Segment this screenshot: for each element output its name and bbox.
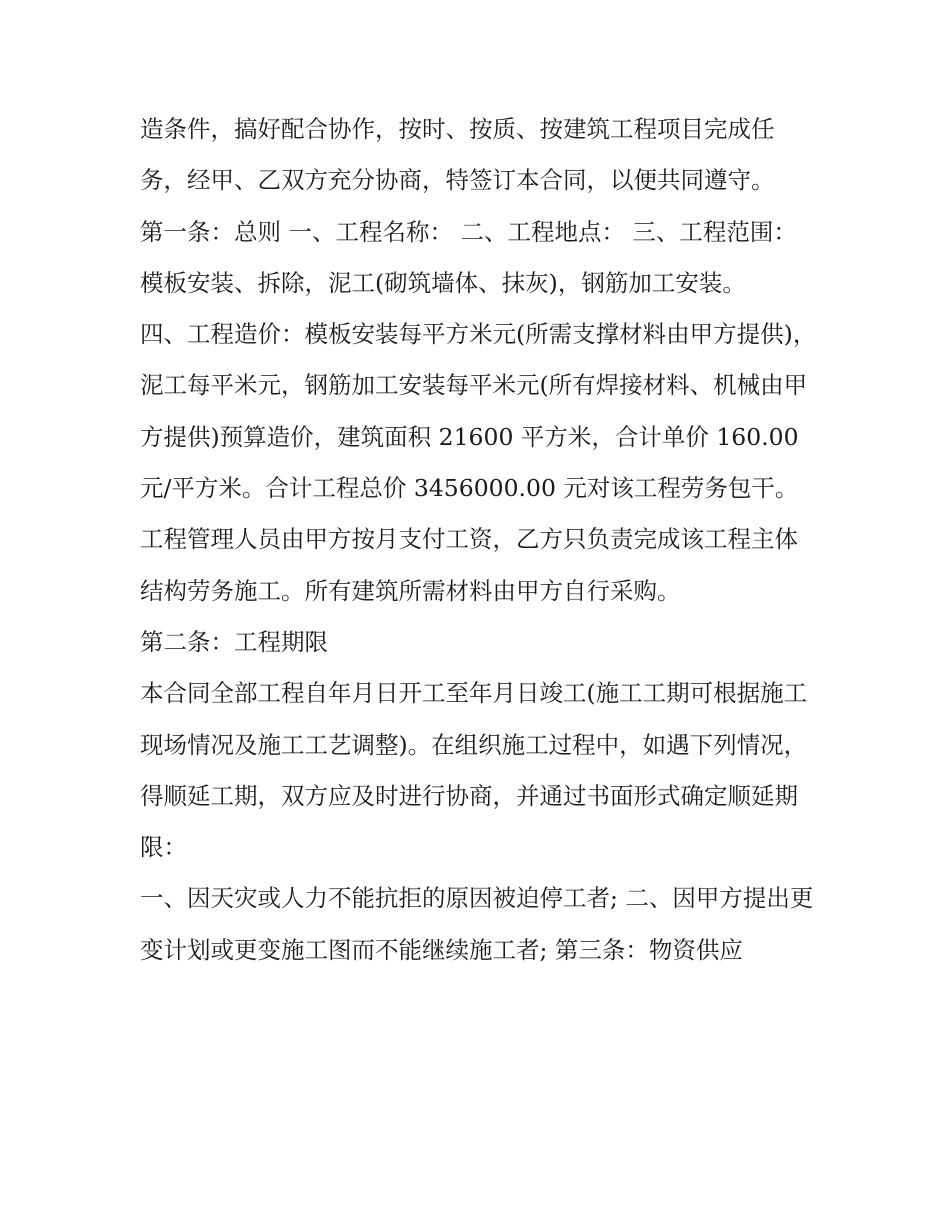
paragraph-intro: 造条件，搞好配合协作，按时、按质、按建筑工程项目完成任务，经甲、乙双方充分协商，特签订本合同，以便共同遵守。 bbox=[140, 115, 775, 195]
paragraph-project-cost: 四、工程造价：模板安装每平方米元(所需支撑材料由甲方提供)，泥工每平米元，钢筋加工安装每平米元(所有焊接材料、机械由甲方提供)预算造价，建筑面积 21600 平方米，合计单价 160.00 元/平方米。合计工程总价 3456000.00 元对该工程劳务包干。工程管理人员由甲方按月支付工资，乙方只负责完成该工程主体结构劳务施工。所有建筑所需材料由甲方自行采购。 bbox=[140, 320, 817, 605]
paragraph-article-1-general: 第一条：总则 一、工程名称： 二、工程地点： 三、工程范围：模板安装、拆除，泥工(砌筑墙体、抹灰)，钢筋加工安装。 bbox=[140, 217, 797, 297]
paragraph-schedule: 本合同全部工程自年月日开工至年月日竣工(施工工期可根据施工现场情况及施工工艺调整)。在组织施工过程中，如遇下列情况，得顺延工期，双方应及时进行协商，并通过书面形式确定顺延期限： bbox=[140, 679, 808, 862]
document-page bbox=[140, 104, 820, 976]
paragraph-delay-conditions: 一、因天灾或人力不能抗拒的原因被迫停工者; 二、因甲方提出更变计划或更变施工图而不能继续施工者; 第三条：物资供应 bbox=[140, 884, 814, 964]
heading-article-2-term: 第二条：工程期限 bbox=[140, 627, 328, 656]
